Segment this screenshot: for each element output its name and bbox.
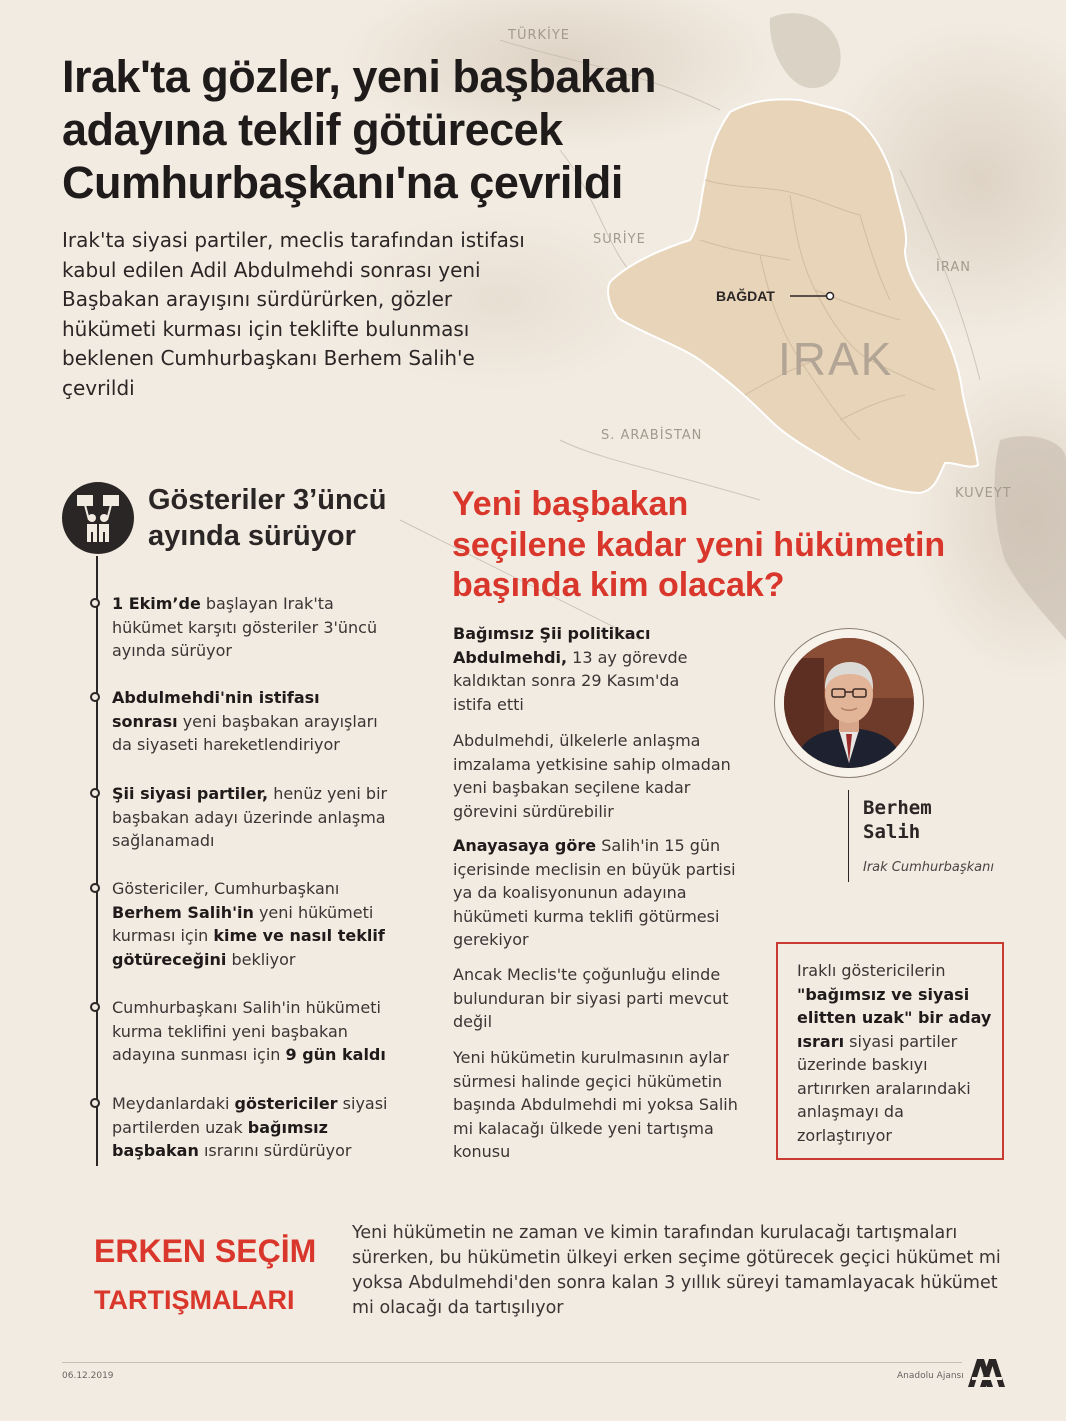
person-title: Irak Cumhurbaşkanı — [863, 860, 994, 875]
right-title-line-3: başında kim olacak? — [452, 566, 785, 604]
footer-agency: Anadolu Ajansı — [897, 1371, 964, 1381]
timeline-item — [90, 686, 390, 757]
tl-bold: 9 gün kaldı — [285, 1045, 386, 1064]
page-title — [62, 50, 742, 209]
title-line-1: Irak'ta gözler, yeni başbakan — [62, 51, 656, 102]
rp-text: Yeni hükümetin kurulmasının aylar sürmesi halinde geçici hükümetin başında Abdulmehdi mi yoksa Salih mi kalacağı ülkede yeni tartışma konusu — [453, 1048, 738, 1161]
rp-text: Salih'in 15 gün içerisinde meclisin en büyük partisi ya da koalisyonunun adayına hükümeti kurma teklifi götürmesi gerekiyor — [453, 836, 736, 949]
rp-bold: Bağımsız Şii politikacı Abdulmehdi, — [453, 624, 651, 667]
tl-bold: 1 Ekim’de — [112, 594, 201, 613]
tl-text: yeni başbakan arayışları da siyaseti hareketlendiriyor — [112, 711, 378, 754]
timeline-dot — [90, 788, 100, 798]
map-label-iran: İRAN — [936, 260, 971, 275]
quote-bold: "bağımsız ve siyasi elitten uzak" bir aday ısrarı — [797, 984, 992, 1051]
timeline-dot — [90, 1002, 100, 1012]
tl-text: siyasi partilerden uzak — [112, 1094, 388, 1137]
rp-text: Ancak Meclis'te çoğunluğu elinde bulunduran bir siyasi parti mevcut değil — [453, 965, 729, 1031]
early-election-title — [94, 1228, 344, 1324]
title-line-3: Cumhurbaşkanı'na çevrildi — [62, 157, 623, 208]
rp-bold: Anayasaya göre — [453, 836, 597, 855]
map-label-capital: BAĞDAT — [716, 288, 775, 304]
tl-bold: Şii siyasi partiler, — [112, 784, 269, 803]
tl-text: yeni hükümeti kurması için — [112, 902, 374, 945]
timeline-item — [90, 782, 390, 853]
tl-bold: göstericiler — [234, 1094, 338, 1113]
right-paragraph — [453, 834, 753, 952]
timeline-dot — [90, 598, 100, 608]
tl-text: Göstericiler, Cumhurbaşkanı — [112, 879, 340, 898]
rp-text: 13 ay görevde kaldıktan sonra 29 Kasım'da istifa etti — [453, 647, 688, 714]
tl-text: Cumhurbaşkanı Salih'in hükümeti kurma teklifini yeni başbakan adayına sunması için — [112, 998, 381, 1064]
title-line-2: adayına teklif götürecek — [62, 104, 563, 155]
timeline-item — [90, 996, 390, 1067]
intro-text: Irak'ta siyasi partiler, meclis tarafından istifası kabul edilen Adil Abdulmehdi sonrası yeni Başbakan arayışını sürdürürken, gözler hükümeti kurması için teklifte bulunması beklenen Cumhurbaşkanı Berhem Salih'e çevrildi — [62, 228, 525, 400]
right-title-line-2: seçilene kadar yeni hükümetin — [452, 525, 946, 564]
rp-text: Abdulmehdi, ülkelerle anlaşma imzalama yetkisine sahip olmadan yeni başbakan seçilene kadar görevini sürdürebilir — [453, 731, 731, 821]
timeline-item — [90, 877, 390, 971]
tl-text: başlayan Irak'ta hükümet karşıtı gösteriler 3'üncü ayında sürüyor — [112, 594, 378, 660]
footer-date: 06.12.2019 — [62, 1371, 114, 1381]
timeline-item — [90, 1092, 390, 1163]
timeline-dot — [90, 1098, 100, 1108]
person-name — [863, 796, 1013, 844]
left-title-line-1: Gösteriler 3’üncü — [148, 484, 387, 516]
tl-text: ısrarını sürdürüyor — [198, 1141, 352, 1160]
tl-bold: Berhem Salih'in — [112, 902, 254, 922]
map-label-syria: SURİYE — [593, 232, 646, 247]
left-section-title — [148, 482, 428, 554]
early-title-line-2: TARTIŞMALARI — [94, 1285, 295, 1315]
map-label-kuwait: KUVEYT — [955, 486, 1012, 501]
early-election-text: Yeni hükümetin ne zaman ve kimin tarafından kurulacağı tartışmaları sürerken, bu hükümetin ülkeyi erken seçime götürecek geçici hükümet mi yoksa Abdulmehdi'den sonra kalan 3 yıllık süreyi tamamlayacak hükümet mi olacağı da tartışılıyor — [352, 1223, 1001, 1318]
tl-text: Meydanlardaki — [112, 1094, 235, 1113]
timeline-dot — [90, 692, 100, 702]
portrait-photo — [784, 638, 914, 768]
quote-text: Iraklı göstericilerin — [797, 961, 946, 980]
tl-bold: Abdulmehdi'nin istifası sonrası — [112, 688, 320, 731]
map-label-saudi: S. ARABİSTAN — [601, 428, 703, 443]
right-title-line-1: Yeni başbakan — [452, 485, 689, 523]
early-title-line-1: ERKEN SEÇİM — [94, 1233, 317, 1269]
protest-icon — [62, 482, 134, 554]
portrait-frame — [774, 628, 924, 778]
map-label-turkey: TÜRKİYE — [508, 28, 571, 43]
right-paragraph — [453, 729, 743, 823]
timeline-item — [90, 592, 390, 663]
tl-bold: kime ve nasıl teklif götüreceğini — [112, 926, 385, 969]
left-title-line-2: ayında sürüyor — [148, 520, 356, 552]
right-paragraph — [453, 963, 743, 1034]
person-name-line-1: Berhem — [863, 797, 932, 819]
tl-text: bekliyor — [226, 949, 296, 969]
quote-text: siyasi partiler üzerinde baskıyı artırırken aralarındaki anlaşmayı da zorlaştırıyor — [797, 1031, 971, 1145]
person-icon — [784, 638, 914, 768]
tl-bold: bağımsız başbakan — [112, 1117, 328, 1160]
right-paragraph — [453, 1046, 753, 1164]
timeline-dot — [90, 883, 100, 893]
map-label-iraq: IRAK — [778, 333, 894, 385]
person-divider — [848, 790, 849, 882]
tl-text: henüz yeni bir başbakan adayı üzerinde anlaşma sağlanamadı — [112, 784, 388, 850]
right-paragraph — [453, 622, 713, 716]
right-section-title — [452, 484, 1012, 606]
quote-box — [776, 942, 1004, 1160]
aa-logo-icon — [966, 1355, 1006, 1389]
footer-divider — [62, 1362, 962, 1363]
person-name-line-2: Salih — [863, 821, 921, 843]
